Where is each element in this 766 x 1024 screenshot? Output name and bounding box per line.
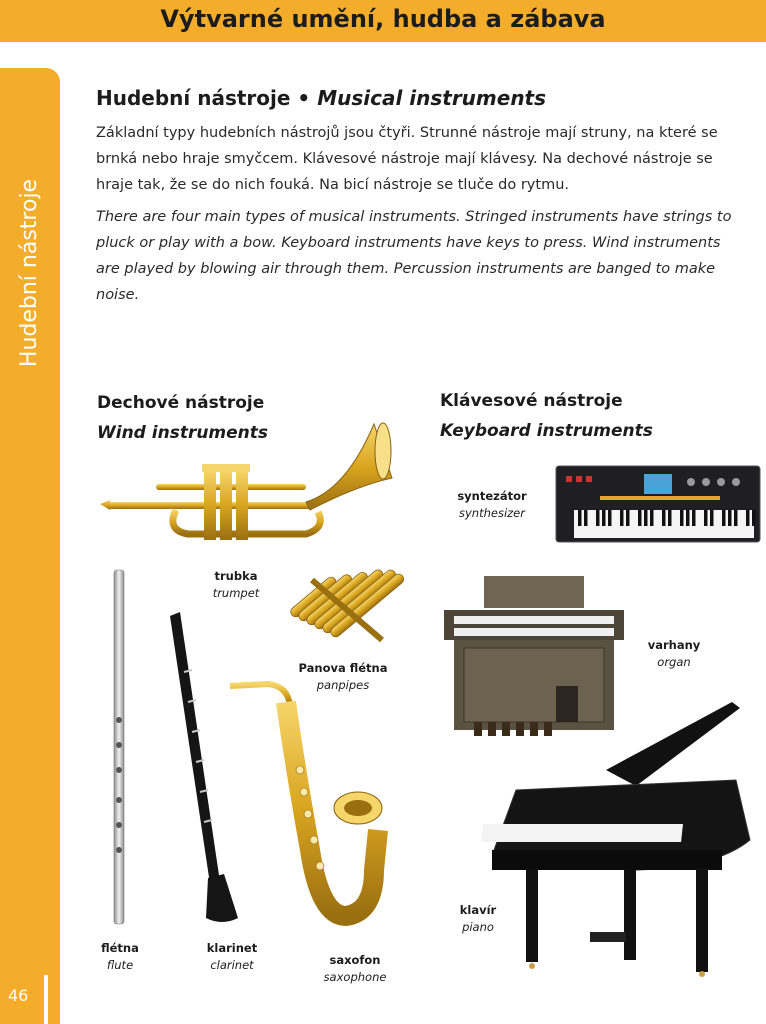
section-title xyxy=(96,86,546,110)
keyboard-category-title xyxy=(440,386,653,446)
piano-image xyxy=(486,700,756,976)
page-number-box xyxy=(0,975,48,1024)
section-title-separator: • xyxy=(297,86,311,110)
trumpet-image xyxy=(96,418,396,544)
keyboard-title-cz: Klávesové nástroje xyxy=(440,391,623,411)
side-tab-label: Hudební nástroje xyxy=(17,178,42,368)
keyboard-title-en: Keyboard instruments xyxy=(440,421,653,441)
intro-text-cz: Základní typy hudebních nástrojů jsou čtyři. Strunné nástroje mají struny, na které se brnká nebo hraje smyčcem. Klávesové nástroje mají klávesy. Na dechové nástroje se hraje tak, že se do nich fouká. Na bicí nástroje se tluče do rytmu. xyxy=(96,125,718,193)
section-title-en: Musical instruments xyxy=(317,86,547,110)
flute-label: flétna flute xyxy=(101,941,139,972)
panpipes-label: Panova flétna panpipes xyxy=(298,661,388,692)
section-title-cz: Hudební nástroje xyxy=(96,86,291,110)
synthesizer-label: syntezátor synthesizer xyxy=(457,489,527,520)
wind-title-en: Wind instruments xyxy=(97,423,269,443)
page-number: 46 xyxy=(8,986,29,1005)
flute-image xyxy=(106,570,132,926)
piano-label: klavír piano xyxy=(459,903,497,934)
intro-text-en: There are four main types of musical instruments. Stringed instruments have strings to pluck or play with a bow. Keyboard instruments have keys to press. Wind instruments are played by blowing air through them. Percussion instruments are banged to make noise. xyxy=(96,209,732,303)
wind-title-cz: Dechové nástroje xyxy=(97,393,265,413)
side-tab xyxy=(0,68,60,1024)
organ-label: varhany organ xyxy=(647,638,701,669)
page-header-title: Výtvarné umění, hudba a zábava xyxy=(160,5,606,33)
trumpet-label: trubka trumpet xyxy=(212,569,260,600)
clarinet-label: klarinet clarinet xyxy=(206,941,258,972)
panpipes-image xyxy=(282,540,406,644)
synthesizer-image xyxy=(556,466,760,542)
saxophone-label: saxofon saxophone xyxy=(323,953,387,984)
saxophone-image xyxy=(228,680,384,932)
